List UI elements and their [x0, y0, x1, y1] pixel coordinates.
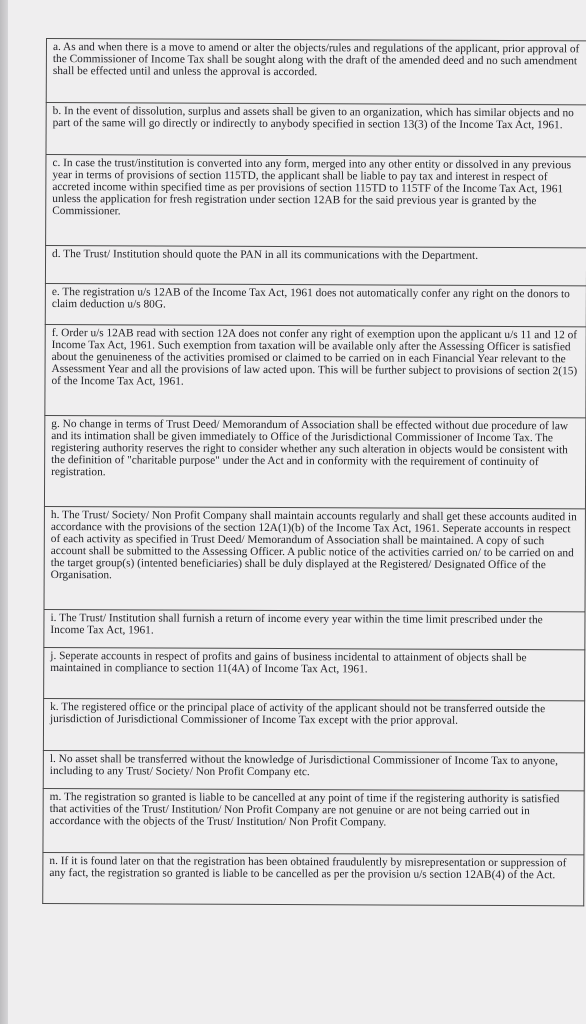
- condition-d: d. The Trust/ Institution should quote the PAN in all its communications with the Department.: [45, 246, 586, 286]
- table-row: [43, 698, 584, 752]
- table-row: [43, 852, 584, 905]
- condition-k: k. The registered office or the principal place of activity of the applicant should not be transferred outside the jurisdiction of Jurisdictional Commissioner of Income Tax except with the prior approval.: [43, 698, 584, 752]
- page-edge-shadow: [0, 0, 8, 1024]
- condition-a: a. As and when there is a move to amend or alter the objects/rules and regulations of the applicant, prior approval of the Commissioner of Income Tax shall be sought along with the draft of the amended deed and no such amendment shall be effected until and unless the approval is accorded.: [46, 39, 586, 105]
- table-row: [44, 415, 585, 508]
- table-row: [43, 788, 584, 854]
- condition-b: b. In the event of dissolution, surplus and assets shall be given to an organization, which has similar objects and no part of the same will go directly or indirectly to anybody specified in section 13(3) of the Income Tax Act, 1961.: [46, 103, 586, 157]
- condition-m: m. The registration so granted is liable to be cancelled at any point of time if the registering authority is satisfied that activities of the Trust/ Institution/ Non Profit Company are not genuine or are not being carried out in accordance with the objects of the Trust/ Institution/ Non Profit Company.: [43, 788, 584, 854]
- condition-g: g. No change in terms of Trust Deed/ Memorandum of Association shall be effected without due procedure of law and its intimation shall be given immediately to Office of the Jurisdictional Commissioner of Income Tax. The registering authority reserves the right to consider whether any such alteration in objects would be consistent with the definition of "charitable purpose" under the Act and in conformity with the requirement of continuity of registration.: [44, 415, 585, 508]
- table-row: [46, 103, 586, 157]
- conditions-table: [42, 38, 586, 906]
- table-row: [45, 283, 586, 326]
- condition-i: i. The Trust/ Institution shall furnish a return of income every year within the time limit prescribed under the Income Tax Act, 1961.: [44, 609, 585, 649]
- condition-e: e. The registration u/s 12AB of the Income Tax Act, 1961 does not automatically confer any right on the donors to claim deduction u/s 80G.: [45, 283, 586, 326]
- table-row: [44, 647, 585, 700]
- condition-n: n. If it is found later on that the registration has been obtained fraudulently by misrepresentation or suppression of any fact, the registration so granted is liable to be cancelled as per the provision u/s section 12AB(4) of the Act.: [43, 852, 584, 905]
- condition-h: h. The Trust/ Society/ Non Profit Company shall maintain accounts regularly and shall get these accounts audited in accordance with the provisions of the section 12A(1)(b) of the Income Tax Act, 1961. Seperate accounts in respect of each activity as specified in Trust Deed/ Memorandum of Association shall be maintained. A copy of such account shall be submitted to the Assessing Officer. A public notice of the activities carried on/ to be carried on and the target group(s) (intented beneficiaries) shall be duly displayed at the Registered/ Designated Office of the Organisation.: [44, 506, 585, 611]
- table-row: [46, 39, 586, 105]
- condition-l: l. No asset shall be transferred without the knowledge of Jurisdictional Commissioner of Income Tax to anyone, including to any Trust/ Society/ Non Profit Company etc.: [43, 750, 584, 790]
- table-row: [46, 155, 586, 248]
- table-row: [45, 246, 586, 286]
- condition-c: c. In case the trust/institution is converted into any form, merged into any other entity or dissolved in any previous year in terms of provisions of section 115TD, the applicant shall be liable to pay tax and interest in respect of accreted income within specified time as per provisions of section 115TD to 115TF of the Income Tax Act, 1961 unless the application for fresh registration under section 12AB for the said previous year is granted by the Commissioner.: [46, 155, 586, 248]
- table-row: [44, 609, 585, 649]
- document-page: [8, 0, 586, 1024]
- table-row: [45, 324, 586, 417]
- condition-j: j. Seperate accounts in respect of profits and gains of business incidental to attainment of objects shall be maintained in compliance to section 11(4A) of Income Tax Act, 1961.: [44, 647, 585, 700]
- table-row: [43, 750, 584, 790]
- table-row: [44, 506, 585, 611]
- condition-f: f. Order u/s 12AB read with section 12A does not confer any right of exemption upon the applicant u/s 11 and 12 of Income Tax Act, 1961. Such exemption from taxation will be available only after the Assessing Officer is satisfied about the genuineness of the activities promised or claimed to be carried on in each Financial Year relevant to the Assessment Year and all the provisions of law acted upon. This will be further subject to provisions of section 2(15) of the Income Tax Act, 1961.: [45, 324, 586, 417]
